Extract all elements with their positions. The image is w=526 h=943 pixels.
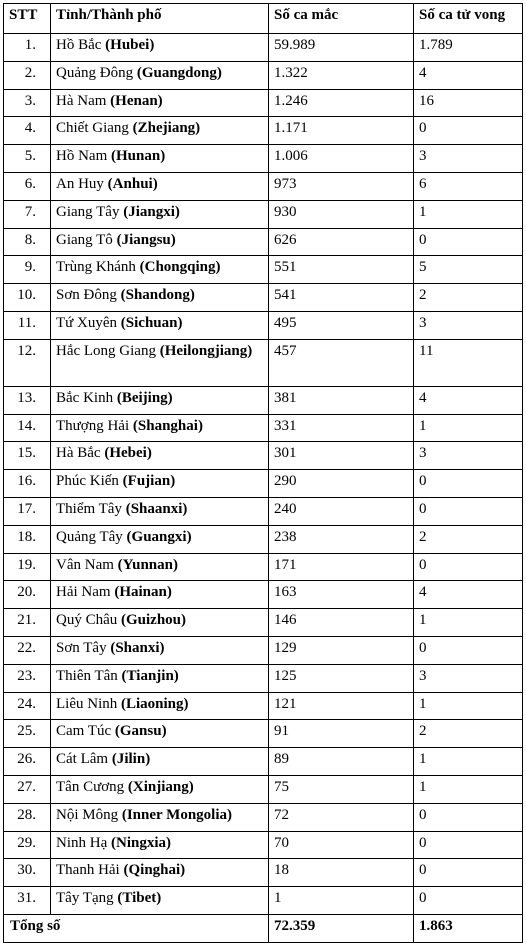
row-cases: 930 [269, 200, 414, 228]
province-vn-name: Thiểm Tây [56, 500, 122, 517]
row-stt: 3. [4, 89, 51, 117]
table-row [4, 887, 523, 915]
row-stt: 24. [4, 692, 51, 720]
table-row [4, 414, 523, 442]
table-row [4, 386, 523, 414]
province-vn-name: Tứ Xuyên [56, 314, 118, 331]
row-cases: 146 [269, 609, 414, 637]
table-row [4, 636, 523, 664]
province-en-name: Tianjin [126, 667, 174, 684]
province-vn-name: Nội Mông [56, 806, 119, 823]
row-cases: 541 [269, 284, 414, 312]
row-cases: 1.171 [269, 117, 414, 145]
row-stt: 31. [4, 887, 51, 915]
table-row [4, 284, 523, 312]
row-cases: 290 [269, 470, 414, 498]
province-en-name: Sichuan [125, 314, 178, 331]
row-deaths: 0 [414, 470, 523, 498]
row-cases: 457 [269, 339, 414, 386]
row-province: Quý Châu (Guizhou) [51, 609, 269, 637]
province-en-name: Shaanxi [130, 500, 183, 517]
province-vn-name: Quảng Tây [56, 528, 123, 545]
row-stt: 25. [4, 720, 51, 748]
province-en-name: Ningxia [116, 834, 167, 851]
table-row [4, 553, 523, 581]
row-deaths: 0 [414, 636, 523, 664]
row-deaths: 1 [414, 692, 523, 720]
province-vn-name: Giang Tô [56, 231, 113, 248]
table-row [4, 497, 523, 525]
row-stt: 22. [4, 636, 51, 664]
table-row [4, 525, 523, 553]
province-vn-name: Ninh Hạ [56, 834, 108, 851]
table-body [4, 34, 523, 915]
total-row [4, 914, 523, 942]
row-stt: 23. [4, 664, 51, 692]
row-cases: 121 [269, 692, 414, 720]
table-row [4, 442, 523, 470]
row-deaths: 3 [414, 664, 523, 692]
row-province: Nội Mông (Inner Mongolia) [51, 803, 269, 831]
province-en-name: Shandong [125, 287, 190, 304]
province-vn-name: Thiên Tân [56, 667, 118, 684]
row-cases: 91 [269, 720, 414, 748]
row-province: Tân Cương (Xinjiang) [51, 775, 269, 803]
province-en-name: Jilin [116, 751, 146, 768]
row-province: Trùng Khánh (Chongqing) [51, 256, 269, 284]
row-cases: 626 [269, 228, 414, 256]
row-cases: 70 [269, 831, 414, 859]
total-deaths: 1.863 [414, 914, 523, 942]
province-vn-name: Hải Nam [56, 584, 111, 601]
province-vn-name: Thanh Hải [56, 862, 120, 879]
province-vn-name: Bắc Kinh [56, 389, 114, 406]
row-province: Cam Túc (Gansu) [51, 720, 269, 748]
row-province: Hồ Nam (Hunan) [51, 145, 269, 173]
row-cases: 551 [269, 256, 414, 284]
province-vn-name: Sơn Đông [56, 287, 117, 304]
row-cases: 238 [269, 525, 414, 553]
row-stt: 9. [4, 256, 51, 284]
row-province: Cát Lâm (Jilin) [51, 748, 269, 776]
row-deaths: 16 [414, 89, 523, 117]
row-deaths: 0 [414, 497, 523, 525]
row-cases: 18 [269, 859, 414, 887]
header-stt: STT [4, 4, 51, 34]
province-vn-name: Phúc Kiến [56, 473, 119, 490]
row-province: Quảng Tây (Guangxi) [51, 525, 269, 553]
row-deaths: 6 [414, 172, 523, 200]
province-vn-name: Hà Bắc [56, 445, 101, 462]
row-province: Quảng Đông (Guangdong) [51, 61, 269, 89]
table-row [4, 228, 523, 256]
province-en-name: Hunan [116, 148, 161, 165]
row-deaths: 1 [414, 200, 523, 228]
row-stt: 7. [4, 200, 51, 228]
row-deaths: 3 [414, 442, 523, 470]
row-cases: 72 [269, 803, 414, 831]
province-vn-name: Sơn Tây [56, 639, 107, 656]
province-vn-name: Hà Nam [56, 92, 107, 109]
province-en-name: Hubei [110, 37, 150, 53]
province-vn-name: Hắc Long Giang [56, 342, 156, 359]
row-province: Chiết Giang (Zhejiang) [51, 117, 269, 145]
row-province: Thiểm Tây (Shaanxi) [51, 497, 269, 525]
row-deaths: 0 [414, 831, 523, 859]
province-en-name: Beijing [121, 389, 168, 406]
province-en-name: Guizhou [126, 612, 182, 629]
table-row [4, 89, 523, 117]
province-en-name: Tibet [122, 890, 157, 907]
table-row [4, 609, 523, 637]
province-vn-name: Tân Cương [56, 778, 125, 795]
row-province: Hải Nam (Hainan) [51, 581, 269, 609]
row-province: Ninh Hạ (Ningxia) [51, 831, 269, 859]
row-cases: 89 [269, 748, 414, 776]
header-deaths: Số ca tử vong [414, 4, 523, 34]
table-row [4, 339, 523, 386]
row-stt: 4. [4, 117, 51, 145]
row-deaths: 11 [414, 339, 523, 386]
table-row [4, 581, 523, 609]
province-vn-name: Hồ Bắc [56, 37, 102, 53]
table-header-row [4, 4, 523, 34]
province-en-name: Gansu [119, 723, 162, 740]
row-province: Liêu Ninh (Liaoning) [51, 692, 269, 720]
row-deaths: 0 [414, 553, 523, 581]
row-cases: 331 [269, 414, 414, 442]
province-en-name: Shanghai [137, 417, 198, 434]
table-row [4, 664, 523, 692]
row-cases: 125 [269, 664, 414, 692]
row-stt: 1. [4, 34, 51, 62]
province-en-name: Qinghai [128, 862, 181, 879]
row-deaths: 0 [414, 117, 523, 145]
row-stt: 14. [4, 414, 51, 442]
row-province: Giang Tây (Jiangxi) [51, 200, 269, 228]
row-stt: 8. [4, 228, 51, 256]
row-deaths: 4 [414, 386, 523, 414]
row-province: Sơn Tây (Shanxi) [51, 636, 269, 664]
row-province: Thượng Hải (Shanghai) [51, 414, 269, 442]
province-vn-name: Cam Túc [56, 723, 112, 740]
row-stt: 21. [4, 609, 51, 637]
row-stt: 12. [4, 339, 51, 386]
province-en-name: Anhui [112, 175, 153, 192]
row-cases: 1.006 [269, 145, 414, 173]
province-en-name: Inner Mongolia [126, 806, 227, 823]
row-deaths: 2 [414, 525, 523, 553]
table-row [4, 831, 523, 859]
table-row [4, 470, 523, 498]
row-cases: 129 [269, 636, 414, 664]
row-deaths: 0 [414, 803, 523, 831]
province-en-name: Guangdong [141, 64, 217, 81]
row-deaths: 1 [414, 414, 523, 442]
row-stt: 26. [4, 748, 51, 776]
province-vn-name: Trùng Khánh [56, 259, 136, 276]
province-en-name: Chongqing [144, 259, 216, 276]
row-cases: 171 [269, 553, 414, 581]
total-cases: 72.359 [269, 914, 414, 942]
table-row [4, 720, 523, 748]
table-row [4, 145, 523, 173]
row-cases: 495 [269, 311, 414, 339]
row-cases: 1.246 [269, 89, 414, 117]
table-row [4, 692, 523, 720]
row-stt: 19. [4, 553, 51, 581]
row-stt: 20. [4, 581, 51, 609]
province-vn-name: Liêu Ninh [56, 695, 118, 712]
row-deaths: 4 [414, 581, 523, 609]
row-cases: 1.322 [269, 61, 414, 89]
row-province: Giang Tô (Jiangsu) [51, 228, 269, 256]
province-en-name: Liaoning [126, 695, 184, 712]
row-deaths: 4 [414, 61, 523, 89]
row-deaths: 2 [414, 284, 523, 312]
province-vn-name: An Huy [56, 175, 104, 192]
province-en-name: Yunnan [122, 556, 173, 573]
row-stt: 11. [4, 311, 51, 339]
row-stt: 15. [4, 442, 51, 470]
row-province: Sơn Đông (Shandong) [51, 284, 269, 312]
row-cases: 59.989 [269, 34, 414, 62]
row-cases: 240 [269, 497, 414, 525]
province-vn-name: Quý Châu [56, 612, 118, 629]
row-stt: 17. [4, 497, 51, 525]
row-stt: 13. [4, 386, 51, 414]
table-row [4, 61, 523, 89]
row-province: Hà Bắc (Hebei) [51, 442, 269, 470]
table-row [4, 34, 523, 62]
province-en-name: Jiangsu [121, 231, 171, 248]
table-row [4, 200, 523, 228]
province-vn-name: Chiết Giang [56, 120, 129, 137]
row-province: Bắc Kinh (Beijing) [51, 386, 269, 414]
row-deaths: 2 [414, 720, 523, 748]
cases-table [3, 3, 523, 943]
row-stt: 16. [4, 470, 51, 498]
row-deaths: 0 [414, 859, 523, 887]
row-province: Thiên Tân (Tianjin) [51, 664, 269, 692]
table-row [4, 748, 523, 776]
row-deaths: 1 [414, 775, 523, 803]
row-deaths: 5 [414, 256, 523, 284]
row-deaths: 1 [414, 748, 523, 776]
document-body [3, 3, 526, 943]
province-vn-name: Tây Tạng [56, 890, 114, 907]
row-province: Phúc Kiến (Fujian) [51, 470, 269, 498]
province-vn-name: Thượng Hải [56, 417, 130, 434]
row-cases: 301 [269, 442, 414, 470]
province-en-name: Zhejiang [137, 120, 196, 137]
row-stt: 5. [4, 145, 51, 173]
table-row [4, 859, 523, 887]
row-cases: 973 [269, 172, 414, 200]
row-province: Hắc Long Giang (Heilongjiang) [51, 339, 269, 386]
total-label: Tổng số [4, 914, 269, 942]
row-deaths: 1 [414, 609, 523, 637]
table-row [4, 117, 523, 145]
province-vn-name: Vân Nam [56, 556, 114, 573]
row-province: Tây Tạng (Tibet) [51, 887, 269, 915]
table-row [4, 311, 523, 339]
row-stt: 29. [4, 831, 51, 859]
province-en-name: Hebei [109, 445, 147, 462]
header-province: Tỉnh/Thành phố [51, 4, 269, 34]
row-deaths: 3 [414, 145, 523, 173]
province-vn-name: Giang Tây [56, 203, 120, 220]
row-province: An Huy (Anhui) [51, 172, 269, 200]
province-en-name: Henan [115, 92, 158, 109]
row-deaths: 0 [414, 887, 523, 915]
row-province: Hà Nam (Henan) [51, 89, 269, 117]
row-province: Vân Nam (Yunnan) [51, 553, 269, 581]
row-province: Hồ Bắc (Hubei) [51, 34, 269, 62]
row-cases: 1 [269, 887, 414, 915]
province-en-name: Fujian [127, 473, 171, 490]
row-deaths: 3 [414, 311, 523, 339]
table-row [4, 256, 523, 284]
row-stt: 6. [4, 172, 51, 200]
province-en-name: Xinjiang [132, 778, 189, 795]
row-province: Tứ Xuyên (Sichuan) [51, 311, 269, 339]
table-row [4, 172, 523, 200]
row-stt: 27. [4, 775, 51, 803]
province-vn-name: Cát Lâm [56, 751, 109, 768]
province-en-name: Shanxi [115, 639, 160, 656]
province-vn-name: Quảng Đông [56, 64, 134, 81]
row-stt: 28. [4, 803, 51, 831]
row-cases: 75 [269, 775, 414, 803]
row-cases: 163 [269, 581, 414, 609]
row-deaths: 1.789 [414, 34, 523, 62]
province-en-name: Hainan [119, 584, 167, 601]
row-cases: 381 [269, 386, 414, 414]
table-row [4, 775, 523, 803]
row-deaths: 0 [414, 228, 523, 256]
row-stt: 30. [4, 859, 51, 887]
table-row [4, 803, 523, 831]
province-en-name: Heilongjiang [164, 342, 248, 359]
province-en-name: Jiangxi [128, 203, 175, 220]
province-vn-name: Hồ Nam [56, 148, 108, 165]
row-stt: 2. [4, 61, 51, 89]
row-stt: 10. [4, 284, 51, 312]
row-stt: 18. [4, 525, 51, 553]
province-en-name: Guangxi [131, 528, 187, 545]
header-cases: Số ca mắc [269, 4, 414, 34]
row-province: Thanh Hải (Qinghai) [51, 859, 269, 887]
